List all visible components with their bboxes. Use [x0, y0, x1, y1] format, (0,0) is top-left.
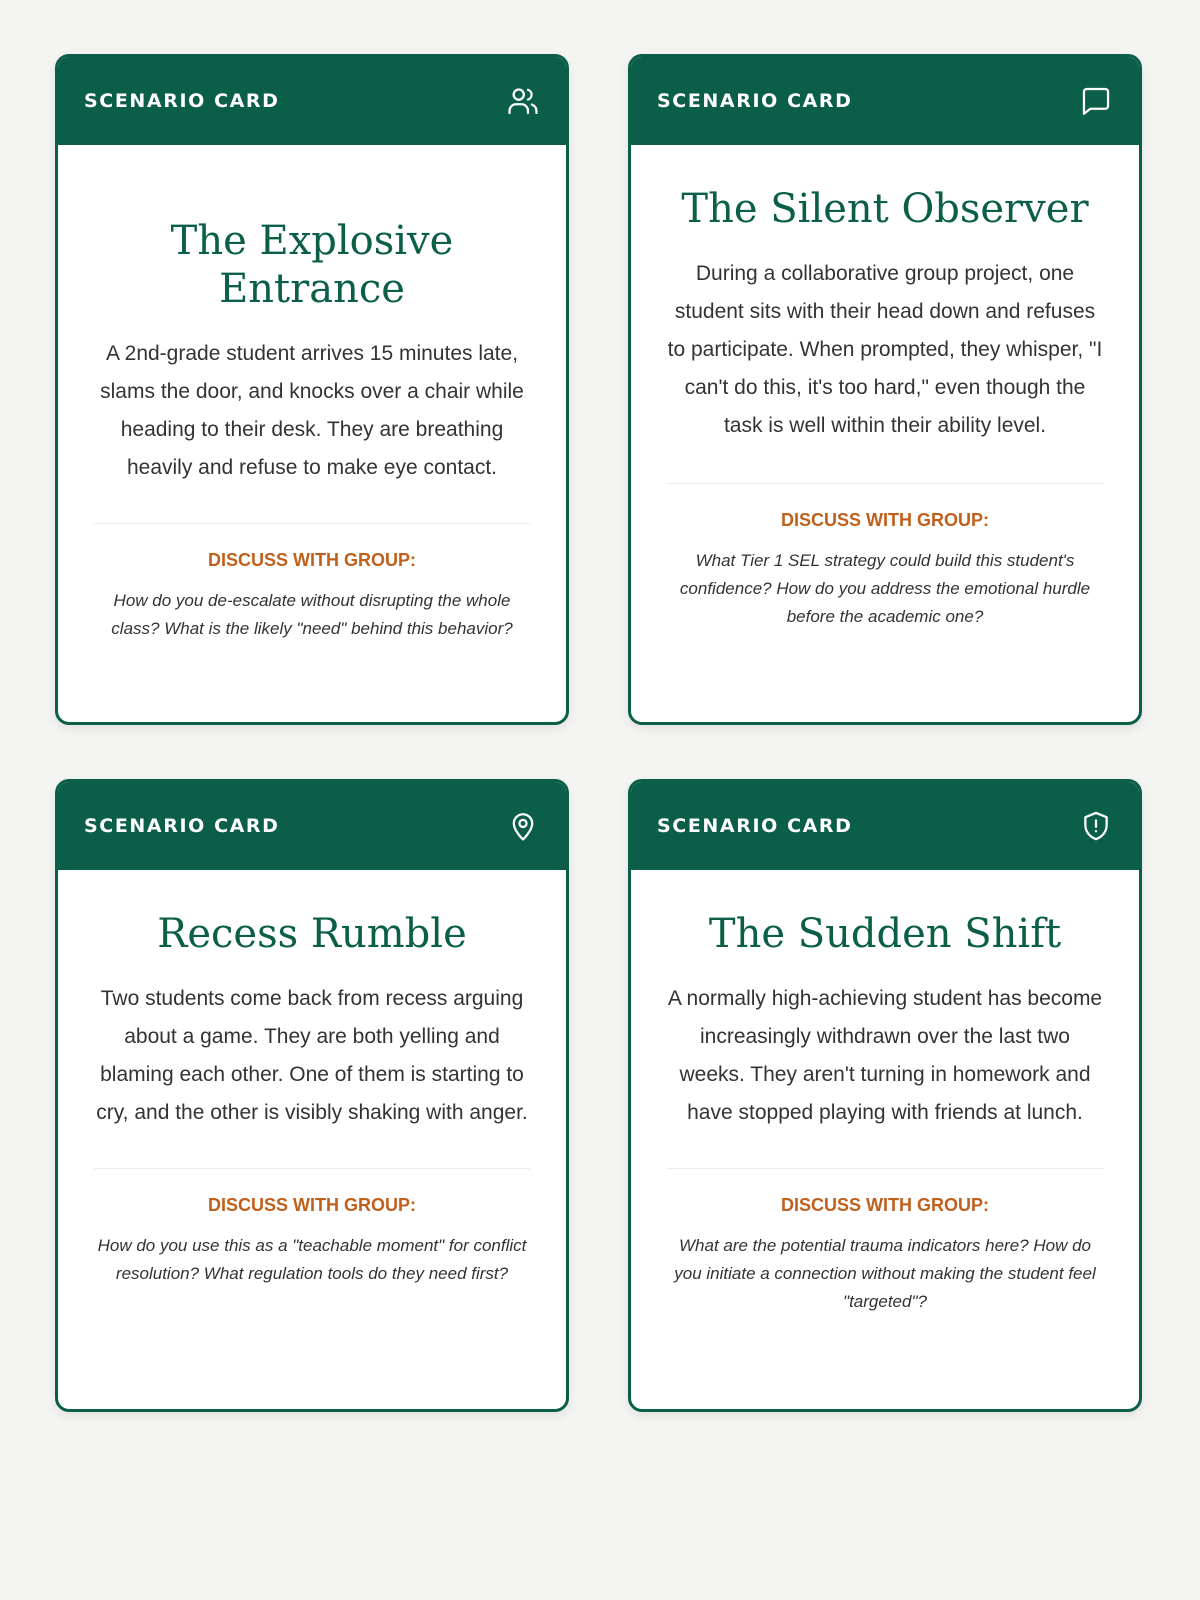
card-description: Two students come back from recess arguing about a game. They are both yelling and blaming each other. One of them is starting to cry, and the other is visibly shaking with anger. — [96, 987, 528, 1124]
card-header-label: SCENARIO CARD — [657, 90, 853, 112]
users-icon — [506, 84, 540, 118]
discuss-question: How do you use this as a "teachable moment" for conflict resolution? What regulation tools do they need first? — [97, 1236, 527, 1283]
card-description: During a collaborative group project, one student sits with their head down and refuses to participate. When prompted, they whisper, "I can't do this, it's too hard," even though the task is well within their ability level. — [667, 262, 1103, 437]
scenario-card-silent-observer — [628, 54, 1142, 725]
discuss-label: DISCUSS WITH GROUP: — [780, 1195, 989, 1215]
discuss-label: DISCUSS WITH GROUP: — [780, 510, 989, 530]
card-body — [58, 870, 566, 1288]
card-header — [631, 57, 1139, 145]
discuss-question: How do you de-escalate without disrupting the whole class? What is the likely "need" behind this behavior? — [111, 591, 513, 638]
card-title: The Explosive Entrance — [170, 218, 454, 312]
card-title: The Sudden Shift — [708, 911, 1062, 957]
card-header — [631, 782, 1139, 870]
card-header-label: SCENARIO CARD — [84, 815, 280, 837]
card-body — [631, 870, 1139, 1316]
discuss-question: What Tier 1 SEL strategy could build this student's confidence? How do you address the emotional hurdle before the academic one? — [679, 551, 1091, 626]
scenario-card-recess-rumble — [55, 779, 569, 1412]
discuss-question: What are the potential trauma indicators here? How do you initiate a connection without making the student feel "targeted"? — [674, 1236, 1096, 1311]
discuss-label: DISCUSS WITH GROUP: — [207, 550, 416, 570]
discuss-label: DISCUSS WITH GROUP: — [207, 1195, 416, 1215]
chat-bubble-icon — [1079, 84, 1113, 118]
card-header-label: SCENARIO CARD — [84, 90, 280, 112]
card-description: A normally high-achieving student has become increasingly withdrawn over the last two weeks. They aren't turning in homework and have stopped playing with friends at lunch. — [667, 987, 1103, 1124]
card-body — [631, 145, 1139, 631]
scenario-card-sudden-shift — [628, 779, 1142, 1412]
card-header — [58, 782, 566, 870]
scenario-card-explosive-entrance — [55, 54, 569, 725]
card-header — [58, 57, 566, 145]
card-body — [58, 145, 566, 643]
card-title: The Silent Observer — [681, 186, 1089, 232]
map-pin-icon — [506, 809, 540, 843]
card-header-label: SCENARIO CARD — [657, 815, 853, 837]
card-title: Recess Rumble — [157, 911, 467, 957]
shield-alert-icon — [1079, 809, 1113, 843]
card-description: A 2nd-grade student arrives 15 minutes late, slams the door, and knocks over a chair while heading to their desk. They are breathing heavily and refuse to make eye contact. — [100, 342, 524, 479]
